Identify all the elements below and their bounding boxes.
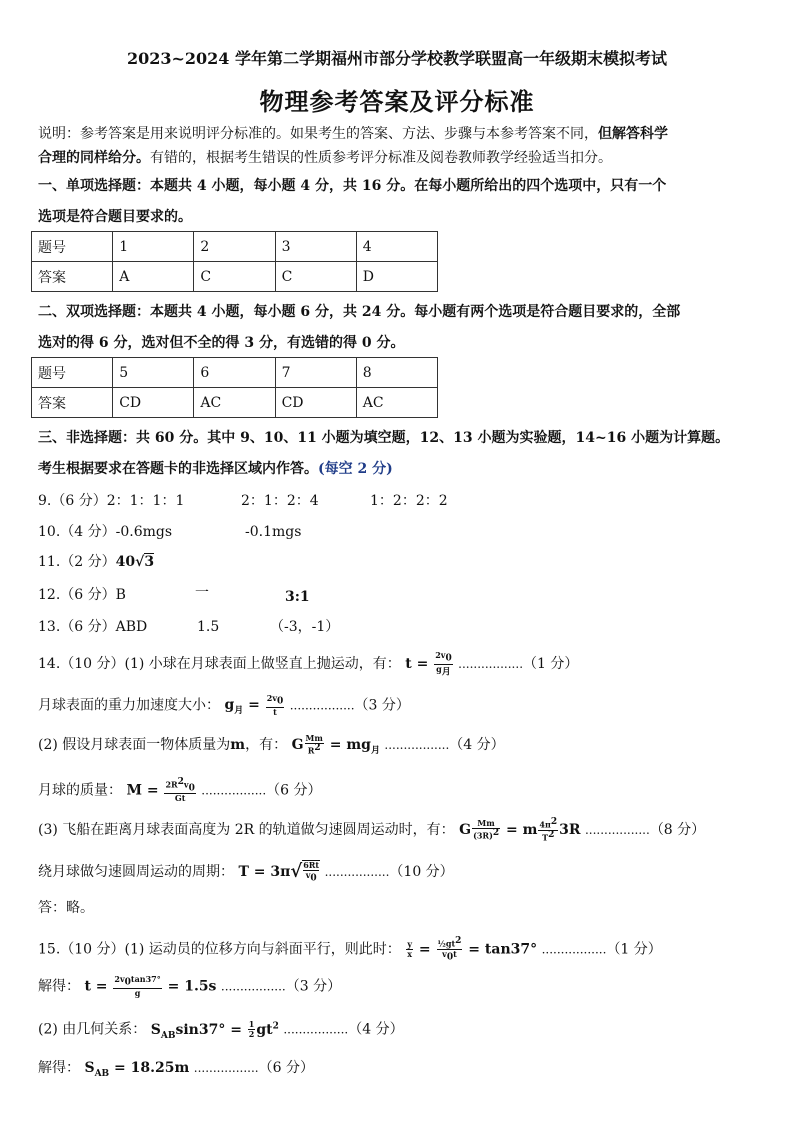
table-cell: AC: [194, 388, 275, 418]
points-note: (每空 2 分): [318, 461, 393, 477]
formula-fraction: $\frac{2R^2v_0}{Gt}$: [165, 777, 195, 804]
formula-fraction: $\frac{2v_0}{g_月}$: [435, 650, 452, 678]
answer-q11: 11.（2 分）40√3: [38, 554, 155, 570]
answer-q12-c: 3:1: [285, 589, 310, 605]
table-cell: D: [356, 262, 437, 292]
table-cell: 答案: [32, 388, 113, 418]
table-row: [32, 262, 438, 292]
table-row: [32, 358, 438, 388]
table-cell: 8: [356, 358, 437, 388]
answer-q9-c: 1：2：2：2: [370, 493, 448, 509]
q15-line-3: (2) 由几何关系： $S_{AB}\sin 37^\circ$ = $\frac{1}{2}$ $gt^2$ .................（4 分）: [38, 1019, 404, 1041]
formula-fraction: $\frac{\frac{1}{2}gt^2}{v_0t}$: [437, 936, 462, 963]
q15-line-2: 解得： t = $\frac{2v_0\tan 37^\circ}{g}$ = 1.5s .................（3 分）: [38, 974, 342, 998]
q14-line-5: (3) 飞船在距离月球表面高度为 2R 的轨道做匀速圆周运动时，有： G $\frac{Mm}{(3R)^2}$ = m $\frac{4\pi^2}{T^2}$ 3R .................（8 分）: [38, 817, 706, 843]
section1-heading: 一、单项选择题：本题共 4 小题，每小题 4 分，共 16 分。在每小题所给出的四个选项中，只有一个: [38, 178, 667, 194]
q14-line-1: 14.（10 分）(1) 小球在月球表面上做竖直上抛运动，有： t = $\frac{2v_0}{g_月}$ .................（1 分）: [38, 650, 579, 678]
answer-q13-c: （-3，-1）: [270, 619, 340, 635]
answer-q12: 12.（6 分）B: [38, 587, 126, 603]
q15-line-4: 解得： $S_{AB} = 18.25m$ .................（6 分）: [38, 1060, 314, 1079]
formula-fraction: $\frac{Mm}{R^2}$: [305, 733, 323, 756]
table-cell: 答案: [32, 262, 113, 292]
answer-q10-b: -0.1mgs: [245, 524, 302, 540]
intro-line-2: 合理的同样给分。有错的，根据考生错误的性质参考评分标准及阅卷教师教学经验适当扣分。: [38, 150, 612, 166]
formula-fraction: $\frac{4\pi^2}{T^2}$: [539, 817, 558, 843]
q14-line-4: 月球的质量： M = $\frac{2R^2v_0}{Gt}$ .................（6 分）: [38, 777, 322, 804]
table-cell: 题号: [32, 232, 113, 262]
table-cell: CD: [113, 388, 194, 418]
table-cell: A: [113, 262, 194, 292]
answer-q9: 9.（6 分）2：1：1：1: [38, 493, 185, 509]
table-cell: 7: [275, 358, 356, 388]
answer-q12-b: 一: [195, 585, 209, 601]
intro-line-1: 说明：参考答案是用来说明评分标准的。如果考生的答案、方法、步骤与本参考答案不同，但解答科学: [38, 126, 668, 142]
table-cell: 3: [275, 232, 356, 262]
table-cell: C: [275, 262, 356, 292]
answer-q13: 13.（6 分）ABD: [38, 619, 148, 635]
table-cell: 1: [113, 232, 194, 262]
q14-line-3: (2) 假设月球表面一物体质量为m，有： G $\frac{Mm}{R^2}$ = $mg_月$ .................（4 分）: [38, 733, 505, 756]
q15-line-1: 15.（10 分）(1) 运动员的位移方向与斜面平行，则此时： $\frac{y}{x}$ = $\frac{\frac{1}{2}gt^2}{v_0t}$ = tan37° .................（1 分）: [38, 936, 662, 963]
table-cell: 题号: [32, 358, 113, 388]
table-row: [32, 232, 438, 262]
answer-q13-b: 1.5: [197, 619, 220, 635]
section1-heading-cont: 选项是符合题目要求的。: [38, 209, 192, 225]
section3-heading: 三、非选择题：共 60 分。其中 9、10、11 小题为填空题，12、13 小题为实验题，14~16 小题为计算题。: [38, 430, 730, 446]
answer-q9-b: 2：1：2：4: [241, 493, 319, 509]
section2-answer-table: [31, 357, 438, 418]
section3-heading-cont: 考生根据要求在答题卡的非选择区域内作答。(每空 2 分): [38, 461, 393, 477]
q14-line-6: 绕月球做匀速圆周运动的周期： T = 3π√ $\frac{6Rt}{v_0}$ .................（10 分）: [38, 860, 454, 884]
section2-heading: 二、双项选择题：本题共 4 小题，每小题 6 分，共 24 分。每小题有两个选项是符合题目要求的，全部: [38, 304, 681, 320]
formula-fraction: $\frac{2v_0\tan 37^\circ}{g}$: [114, 974, 161, 998]
formula-fraction: $\frac{Mm}{(3R)^2}$: [473, 818, 500, 841]
table-row: [32, 388, 438, 418]
table-cell: 6: [194, 358, 275, 388]
formula-fraction: $\frac{y}{x}$: [407, 939, 413, 960]
formula-fraction: $\frac{1}{2}$: [248, 1019, 255, 1040]
exam-title: 2023~2024 学年第二学期福州市部分学校教学联盟高一年级期末模拟考试: [126, 49, 668, 68]
formula-fraction: $\frac{2v_0}{t}$: [266, 693, 284, 717]
table-cell: CD: [275, 388, 356, 418]
section2-heading-cont: 选对的得 6 分，选对但不全的得 3 分，有选错的得 0 分。: [38, 335, 405, 351]
q14-line-2: 月球表面的重力加速度大小： $g_月$ = $\frac{2v_0}{t}$ .................（3 分）: [38, 693, 410, 717]
table-cell: C: [194, 262, 275, 292]
document-title: 物理参考答案及评分标准: [259, 87, 535, 116]
section1-answer-table: [31, 231, 438, 292]
answer-q10: 10.（4 分）-0.6mgs: [38, 524, 173, 540]
table-cell: 2: [194, 232, 275, 262]
table-cell: 5: [113, 358, 194, 388]
table-cell: 4: [356, 232, 437, 262]
q14-line-7: 答：略。: [38, 900, 94, 916]
formula-sqrt: $\frac{6Rt}{v_0}$: [303, 860, 320, 884]
table-cell: AC: [356, 388, 437, 418]
